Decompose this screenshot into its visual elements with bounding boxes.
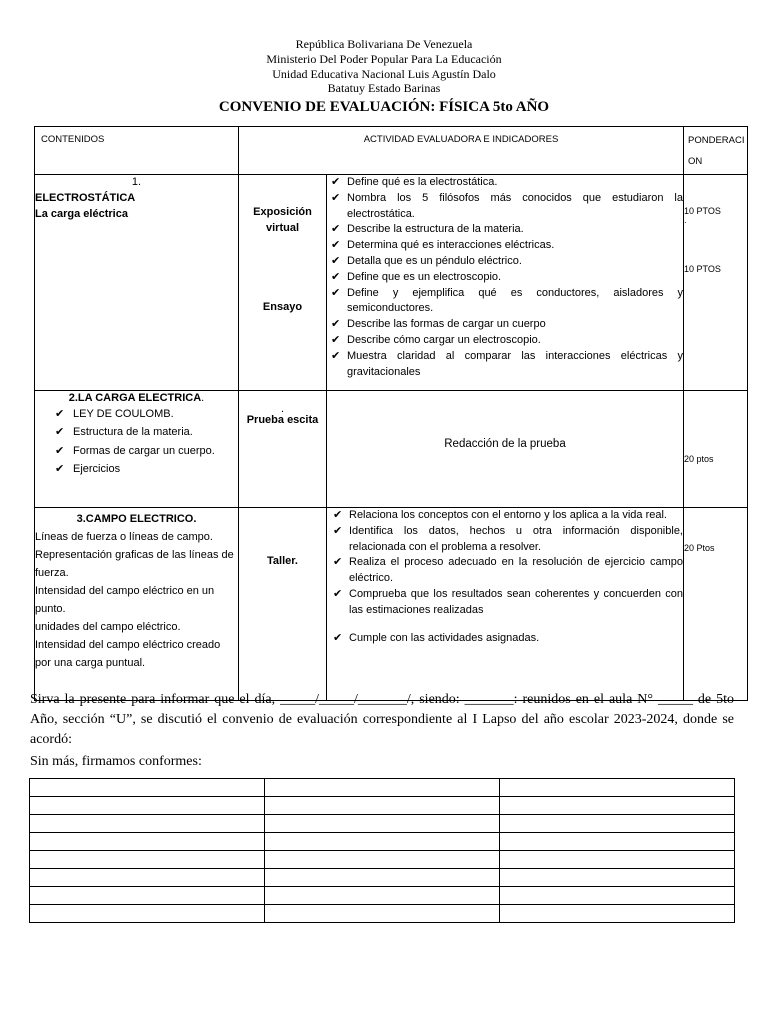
check-icon: ✔ — [55, 445, 65, 458]
row1-activity-ensayo: Ensayo — [262, 300, 303, 313]
row3-activity: Taller. — [267, 555, 298, 567]
row1-contenido — [35, 175, 239, 391]
list-item: unidades del campo eléctrico. — [35, 621, 181, 633]
list-item: ✔ Ejercicios — [35, 462, 238, 478]
row2-indicator: Redacción de la prueba — [444, 438, 566, 450]
header-line-ministry: Ministerio Del Poder Popular Para La Educación — [266, 51, 502, 66]
signature-cell[interactable] — [30, 779, 265, 797]
document-header — [0, 37, 768, 117]
check-icon: ✔ — [331, 176, 341, 188]
document-title: CONVENIO DE EVALUACIÓN: FÍSICA 5to AÑO — [218, 99, 550, 116]
list-item: ✔ Comprueba que los resultados sean coherentes y concuerden con las estimaciones realizadas — [333, 587, 683, 616]
header-line-school: Unidad Educativa Nacional Luis Agustín Dalo — [272, 66, 496, 81]
table-row — [30, 833, 735, 851]
table-row — [30, 779, 735, 797]
list-item: ✔ Define y ejemplifica qué es conductores, aisladores y semiconductores. — [331, 286, 683, 315]
list-item: ✔ Relaciona los conceptos con el entorno y los aplica a la vida real. — [327, 508, 683, 524]
signature-cell[interactable] — [500, 815, 735, 833]
header-actividad: ACTIVIDAD EVALUADORA E INDICADORES — [239, 127, 684, 175]
check-icon: ✔ — [331, 191, 341, 204]
check-icon: ✔ — [333, 587, 343, 600]
table-row — [35, 391, 748, 508]
signature-cell[interactable] — [500, 869, 735, 887]
row2-contenido — [35, 391, 239, 508]
row2-points: 20 ptos — [684, 454, 714, 464]
check-icon: ✔ — [331, 318, 341, 331]
signature-cell[interactable] — [265, 869, 500, 887]
table-row — [30, 851, 735, 869]
row1-points-ensayo: 10 PTOS — [684, 264, 721, 274]
row2-indicadores — [327, 391, 684, 508]
list-item: ✔ Estructura de la materia. — [35, 425, 238, 441]
header-contenidos: CONTENIDOS — [35, 127, 239, 175]
row1-number: 1. — [131, 176, 142, 188]
check-icon: ✔ — [333, 556, 343, 569]
signature-cell[interactable] — [30, 905, 265, 923]
row3-contenido — [35, 508, 239, 701]
row1-indicadores — [327, 175, 684, 391]
row1-actividad — [239, 175, 327, 391]
row2-topic: 2.LA CARGA ELECTRICA — [68, 392, 202, 404]
list-item: ✔ Formas de cargar un cuerpo. — [35, 442, 238, 460]
signature-cell[interactable] — [265, 815, 500, 833]
check-icon: ✔ — [331, 333, 341, 346]
signature-cell[interactable] — [30, 887, 265, 905]
signature-cell[interactable] — [265, 887, 500, 905]
list-item: ✔ Define que es un electroscopio. — [327, 270, 683, 286]
agreement-paragraph: Sirva la presente para informar que el día, _____/_____/_______/, siendo: _______: reunidos en el aula N° _____ de 5to Año, sección “U”, se discutió el convenio de evaluación correspondiente al I Lapso del año escolar 2023-2024, donde se acordó: — [30, 692, 734, 747]
list-item: ✔ Describe cómo cargar un electroscopio. — [327, 333, 683, 349]
signature-cell[interactable] — [500, 851, 735, 869]
evaluation-table — [34, 126, 748, 701]
row2-actividad — [239, 391, 327, 508]
row1-points-exposicion: 10 PTOS — [684, 206, 721, 216]
check-icon: ✔ — [55, 407, 65, 420]
table-row — [30, 905, 735, 923]
list-item: ✔ Cumple con las actividades asignadas. — [327, 631, 683, 647]
check-icon: ✔ — [331, 239, 341, 252]
signature-table — [29, 778, 735, 923]
row3-topic: 3.CAMPO ELECTRICO. — [76, 513, 197, 525]
list-item: ✔ Define qué es la electrostática. — [327, 175, 683, 191]
check-icon: ✔ — [331, 223, 341, 236]
row1-ponderacion — [684, 175, 748, 391]
list-item: ✔ Realiza el proceso adecuado en la resolución de ejercicio campo eléctrico. — [333, 556, 683, 585]
list-item: ✔ Nombra los 5 filósofos más conocidos que estudiaron la electrostática. — [331, 191, 683, 220]
list-item: Representación graficas de las líneas de fuerza. — [35, 549, 234, 579]
list-item: ✔ Identifica los datos, hechos u otra información disponible, relacionada con el problema a resolver. — [333, 524, 683, 553]
row3-points: 20 Ptos — [684, 543, 715, 553]
signature-cell[interactable] — [30, 869, 265, 887]
row1-subtopic: La carga eléctrica — [35, 207, 128, 220]
signature-cell[interactable] — [265, 779, 500, 797]
check-icon: ✔ — [331, 270, 341, 283]
signature-cell[interactable] — [30, 833, 265, 851]
table-row — [30, 815, 735, 833]
signature-cell[interactable] — [265, 905, 500, 923]
list-item: ✔ Determina qué es interacciones eléctricas. — [327, 238, 683, 254]
check-icon: ✔ — [331, 254, 341, 267]
table-row — [30, 869, 735, 887]
header-line-republic: República Bolivariana De Venezuela — [295, 37, 473, 51]
check-icon: ✔ — [331, 286, 341, 299]
header-line-location: Batatuy Estado Barinas — [327, 81, 441, 96]
signature-cell[interactable] — [30, 797, 265, 815]
row1-activity-exposicion: Exposición virtual — [253, 206, 312, 234]
signature-cell[interactable] — [500, 833, 735, 851]
check-icon: ✔ — [55, 463, 65, 476]
list-item: ✔ Muestra claridad al comparar las interacciones eléctricas y gravitacionales — [331, 349, 683, 378]
row2-activity: Prueba escita — [246, 414, 319, 426]
list-item: Intensidad del campo eléctrico en un punto. — [35, 585, 215, 615]
list-item: ✔ Detalla que es un péndulo eléctrico. — [327, 254, 683, 270]
signature-cell[interactable] — [265, 833, 500, 851]
check-icon: ✔ — [55, 425, 65, 438]
check-icon: ✔ — [333, 509, 343, 521]
list-item: ✔ Describe las formas de cargar un cuerpo — [327, 317, 683, 333]
list-item: Intensidad del campo eléctrico creado por una carga puntual. — [35, 639, 221, 669]
signature-cell[interactable] — [265, 851, 500, 869]
row2-activity-mark: . — [280, 403, 285, 415]
row3-indicadores — [327, 508, 684, 701]
check-icon: ✔ — [333, 631, 343, 644]
check-icon: ✔ — [331, 349, 341, 362]
check-icon: ✔ — [333, 524, 343, 537]
signature-cell[interactable] — [30, 851, 265, 869]
row2-ponderacion — [684, 391, 748, 508]
signature-cell[interactable] — [265, 797, 500, 815]
signature-cell[interactable] — [500, 797, 735, 815]
closing-text: Sin más, firmamos conformes: — [30, 754, 202, 769]
table-header-row — [35, 127, 748, 175]
signature-cell[interactable] — [30, 815, 265, 833]
list-item: ✔ LEY DE COULOMB. — [35, 407, 238, 423]
row1-topic: ELECTROSTÁTICA — [35, 191, 136, 204]
row3-ponderacion — [684, 508, 748, 701]
table-row — [30, 887, 735, 905]
signature-cell[interactable] — [500, 887, 735, 905]
list-item: ✔ Describe la estructura de la materia. — [327, 222, 683, 238]
signature-cell[interactable] — [500, 779, 735, 797]
row1-points-mark: . — [684, 215, 687, 225]
table-row — [35, 508, 748, 701]
row3-actividad — [239, 508, 327, 701]
table-row — [30, 797, 735, 815]
row2-topic-dot: . — [201, 392, 205, 404]
table-row — [35, 175, 748, 391]
list-item: Líneas de fuerza o líneas de campo. — [35, 531, 213, 543]
signature-cell[interactable] — [500, 905, 735, 923]
header-ponderacion: PONDERACI ON — [684, 127, 748, 175]
